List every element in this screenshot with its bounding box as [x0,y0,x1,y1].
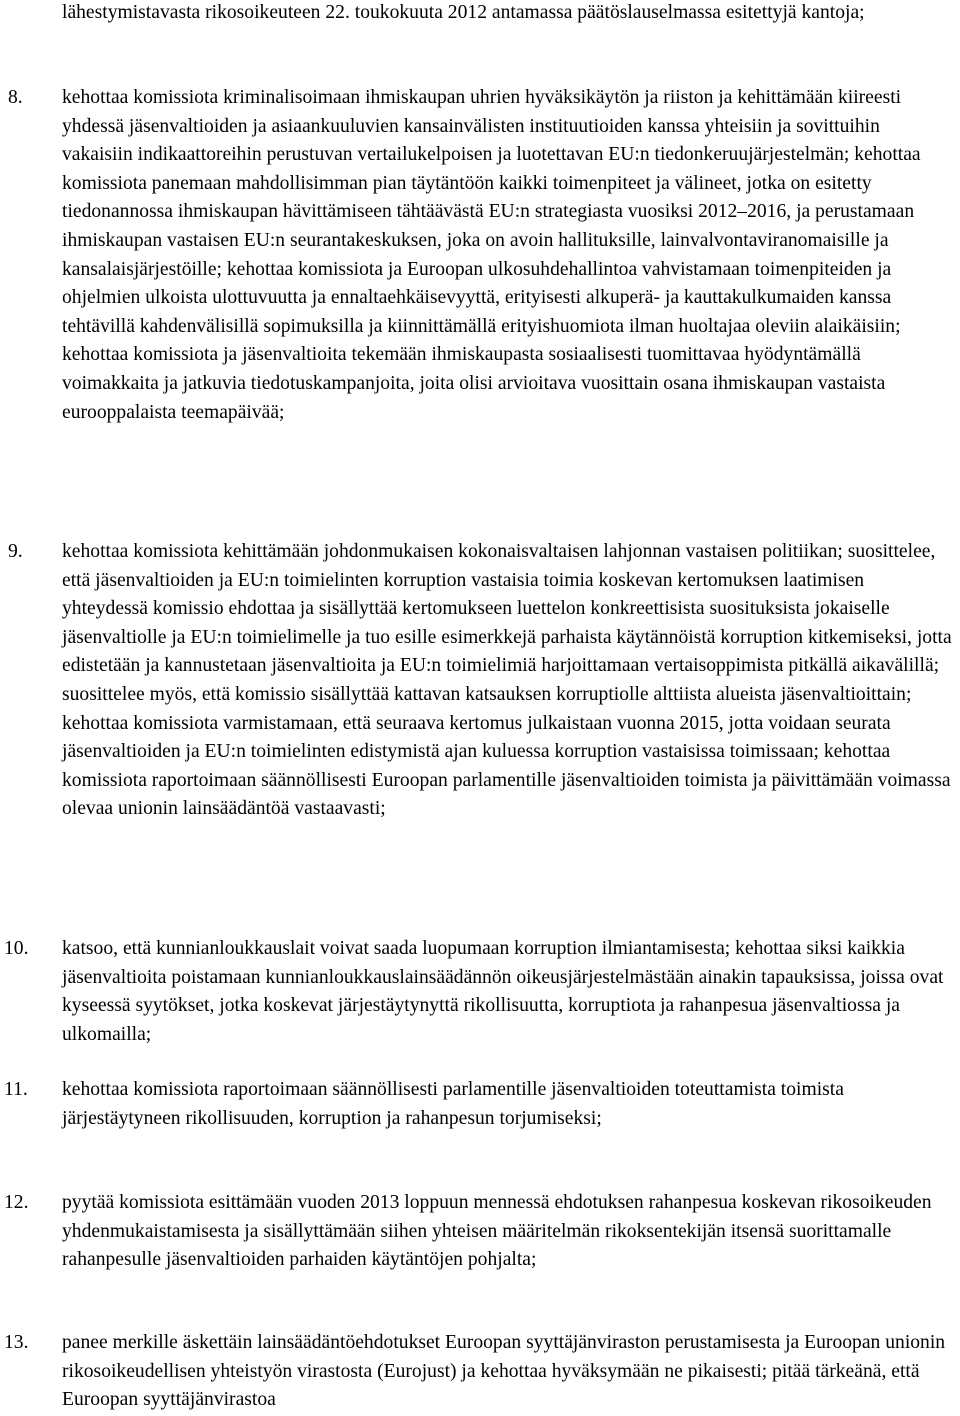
lead-paragraph: lähestymistavasta rikosoikeuteen 22. toukokuuta 2012 antamassa päätöslauselmassa esitettyjä kantoja; [62,2,865,23]
item-text: pyytää komissiota esittämään vuoden 2013 loppuun mennessä ehdotuksen rahanpesua koskevan rikosoikeuden yhdenmukaistamisesta ja sisällyttämään siihen yhteisen määritelmän rikoksentekijän itsensä suorittamalle rahanpesulle jäsenvaltioiden parhaiden käytäntöjen pohjalta; [62,1192,932,1271]
item-text: kehottaa komissiota raportoimaan säännöllisesti parlamentille jäsenvaltioiden toteuttamista toimista järjestäytyneen rikollisuuden, korruption ja rahanpesun torjumiseksi; [62,1079,844,1129]
item-number: 8. [8,87,23,108]
item-text: katsoo, että kunnianloukkauslait voivat saada luopumaan korruption ilmiantamisesta; kehottaa siksi kaikkia jäsenvaltioita poistamaan kunnianloukkauslainsäädännön oikeusjärjestelmästään ainakin tapauksissa, joissa ovat kyseessä syytökset, jotka koskevat järjestäytynyttä rikollisuutta, korruptiota ja rahanpesua jäsenvaltiossa ja ulkomailla; [62,938,944,1045]
item-number: 13. [4,1332,29,1353]
item-text: panee merkille äskettäin lainsäädäntöehdotukset Euroopan syyttäjänviraston perustamisesta ja Euroopan unionin rikosoikeudellisen yhteistyön virastosta (Eurojust) ja kehottaa hyväksymään ne pikaisesti; pitää tärkeänä, että Euroopan syyttäjänvirastoa [62,1332,946,1411]
item-number: 10. [4,938,29,959]
item-text: kehottaa komissiota kehittämään johdonmukaisen kokonaisvaltaisen lahjonnan vastaisen politiikan; suosittelee, että jäsenvaltioiden ja EU:n toimielinten korruption vastaisia toimia koskevan kertomuksen laatimisen yhteydessä komissio ehdottaa ja sisällyttää kertomukseen luettelon konkreettisista suosituksista jokaiselle jäsenvaltiolle ja EU:n toimielimelle ja tuo esille esimerkkejä parhaista käytännöistä korruption kitkemiseksi, jotta edistetään ja kannustetaan jäsenvaltioita ja EU:n toimielimiä harjoittamaan vertaisoppimista pitkällä aikavälillä; suosittelee myös, että komissio sisällyttää kattavan katsauksen korruptiolle alttiista alueista jäsenvaltioittain; kehottaa komissiota varmistamaan, että seuraava kertomus julkaistaan vuonna 2015, jotta voidaan seurata jäsenvaltioiden ja EU:n toimielinten edistymistä ajan kuluessa korruption vastaisissa toimissaan; kehottaa komissiota raportoimaan säännöllisesti Euroopan parlamentille jäsenvaltioiden toimista ja päivittämään voimassa olevaa unionin lainsäädäntöä vastaavasti; [62,541,952,820]
item-text: kehottaa komissiota kriminalisoimaan ihmiskaupan uhrien hyväksikäytön ja riiston ja kehittämään kiireesti yhdessä jäsenvaltioiden ja asiaankuuluvien kansainvälisten instituutioiden kanssa yhteisiin ja sovittuihin vakaisiin indikaattoreihin perustuvan vertailukelpoisen ja luotettavan EU:n tiedonkeruujärjestelmän; kehottaa komissiota panemaan mahdollisimman pian täytäntöön kaikki toimenpiteet ja välineet, jotka on esitetty tiedonannossa ihmiskaupan hävittämiseen tähtäävästä EU:n strategiasta vuosiksi 2012–2016, ja perustamaan ihmiskaupan vastaisen EU:n seurantakeskuksen, joka on avoin hallituksille, lainvalvontaviranomaisille ja kansalaisjärjestöille; kehottaa komissiota ja Euroopan ulkosuhdehallintoa vahvistamaan toimenpiteiden ja ohjelmien ulkoista ulottuvuutta ja ennaltaehkäisevyyttä, erityisesti alkuperä- ja kauttakulkumaiden kanssa tehtävillä kahdenvälisillä sopimuksilla ja kiinnittämällä erityishuomiota ilman huoltajaa oleviin alaikäisiin; kehottaa komissiota ja jäsenvaltioita tekemään ihmiskaupasta sosiaalisesti tuomittavaa hyödyntämällä voimakkaita ja jatkuvia tiedotuskampanjoita, joita olisi arvioitava vuosittain osana ihmiskaupan vastaista eurooppalaista teemapäivää; [62,87,921,423]
item-number: 11. [4,1079,28,1100]
item-number: 9. [8,541,23,562]
item-number: 12. [4,1192,29,1213]
